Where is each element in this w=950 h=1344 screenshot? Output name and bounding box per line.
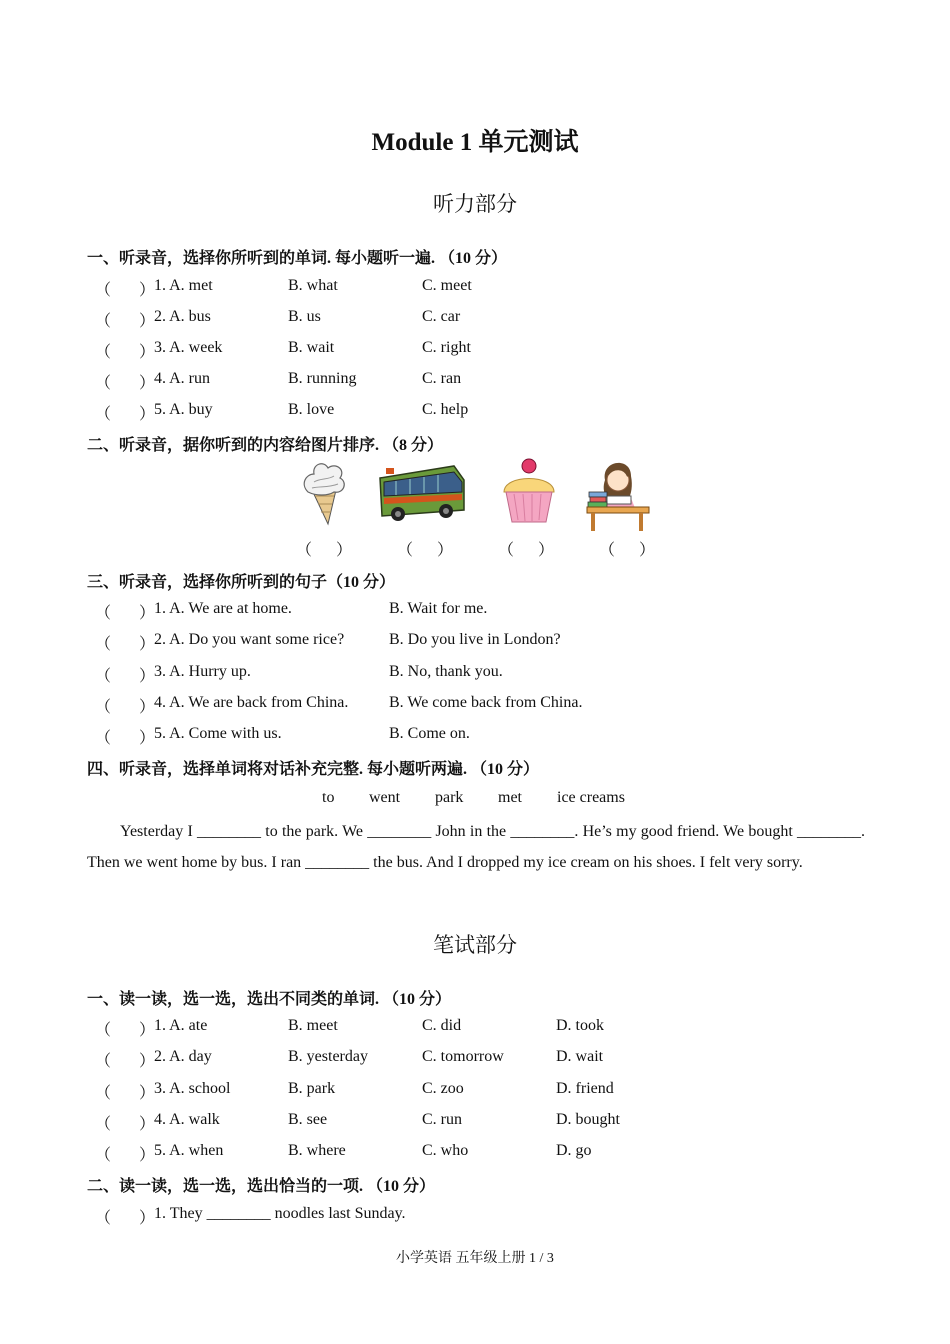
page-footer: 小学英语 五年级上册 1 / 3 — [396, 1251, 554, 1266]
word-bank-item: ice creams — [557, 789, 625, 806]
section-heading: 二、读一读，选一选，选出恰当的一项. （10 分） — [87, 1178, 436, 1195]
word-bank-item: to — [322, 789, 335, 806]
section-heading: 四、听录音，选择单词将对话补充完整. 每小题听两遍. （10 分） — [87, 761, 540, 778]
girl-reading-icon — [585, 456, 651, 532]
answer-blank[interactable]: （ ） — [599, 542, 656, 559]
page-title: Module 1 单元测试 — [371, 129, 579, 156]
word-bank-item: park — [435, 789, 464, 806]
answer-blank[interactable]: （ ） — [296, 542, 353, 559]
writing-part-title: 笔试部分 — [433, 933, 517, 957]
cupcake-icon — [500, 456, 558, 526]
picture-row — [0, 456, 950, 526]
word-bank-item: went — [369, 789, 401, 806]
listening-part-title: 听力部分 — [433, 192, 517, 216]
section-heading: 三、听录音，选择你所听到的句子（10 分） — [87, 574, 396, 591]
section-heading: 二、听录音，据你听到的内容给图片排序. （8 分） — [87, 437, 444, 454]
section-heading: 一、读一读，选一选，选出不同类的单词. （10 分） — [87, 991, 452, 1008]
answer-blank[interactable]: （ ） — [498, 542, 555, 559]
ice-cream-icon — [298, 456, 350, 526]
word-bank-item: met — [498, 789, 522, 806]
bus-icon — [376, 456, 468, 524]
answer-blank[interactable]: （ ） — [397, 542, 454, 559]
cloze-paragraph: Yesterday I ________ to the park. We ________ John in the ________. He’s my good friend. We bought ________. Then we went home by bus. I ran ________ the bus. And I dropped my ice cream on his shoes. I felt very sorry. — [87, 823, 865, 871]
section-heading: 一、听录音，选择你所听到的单词. 每小题听一遍. （10 分） — [87, 250, 508, 267]
